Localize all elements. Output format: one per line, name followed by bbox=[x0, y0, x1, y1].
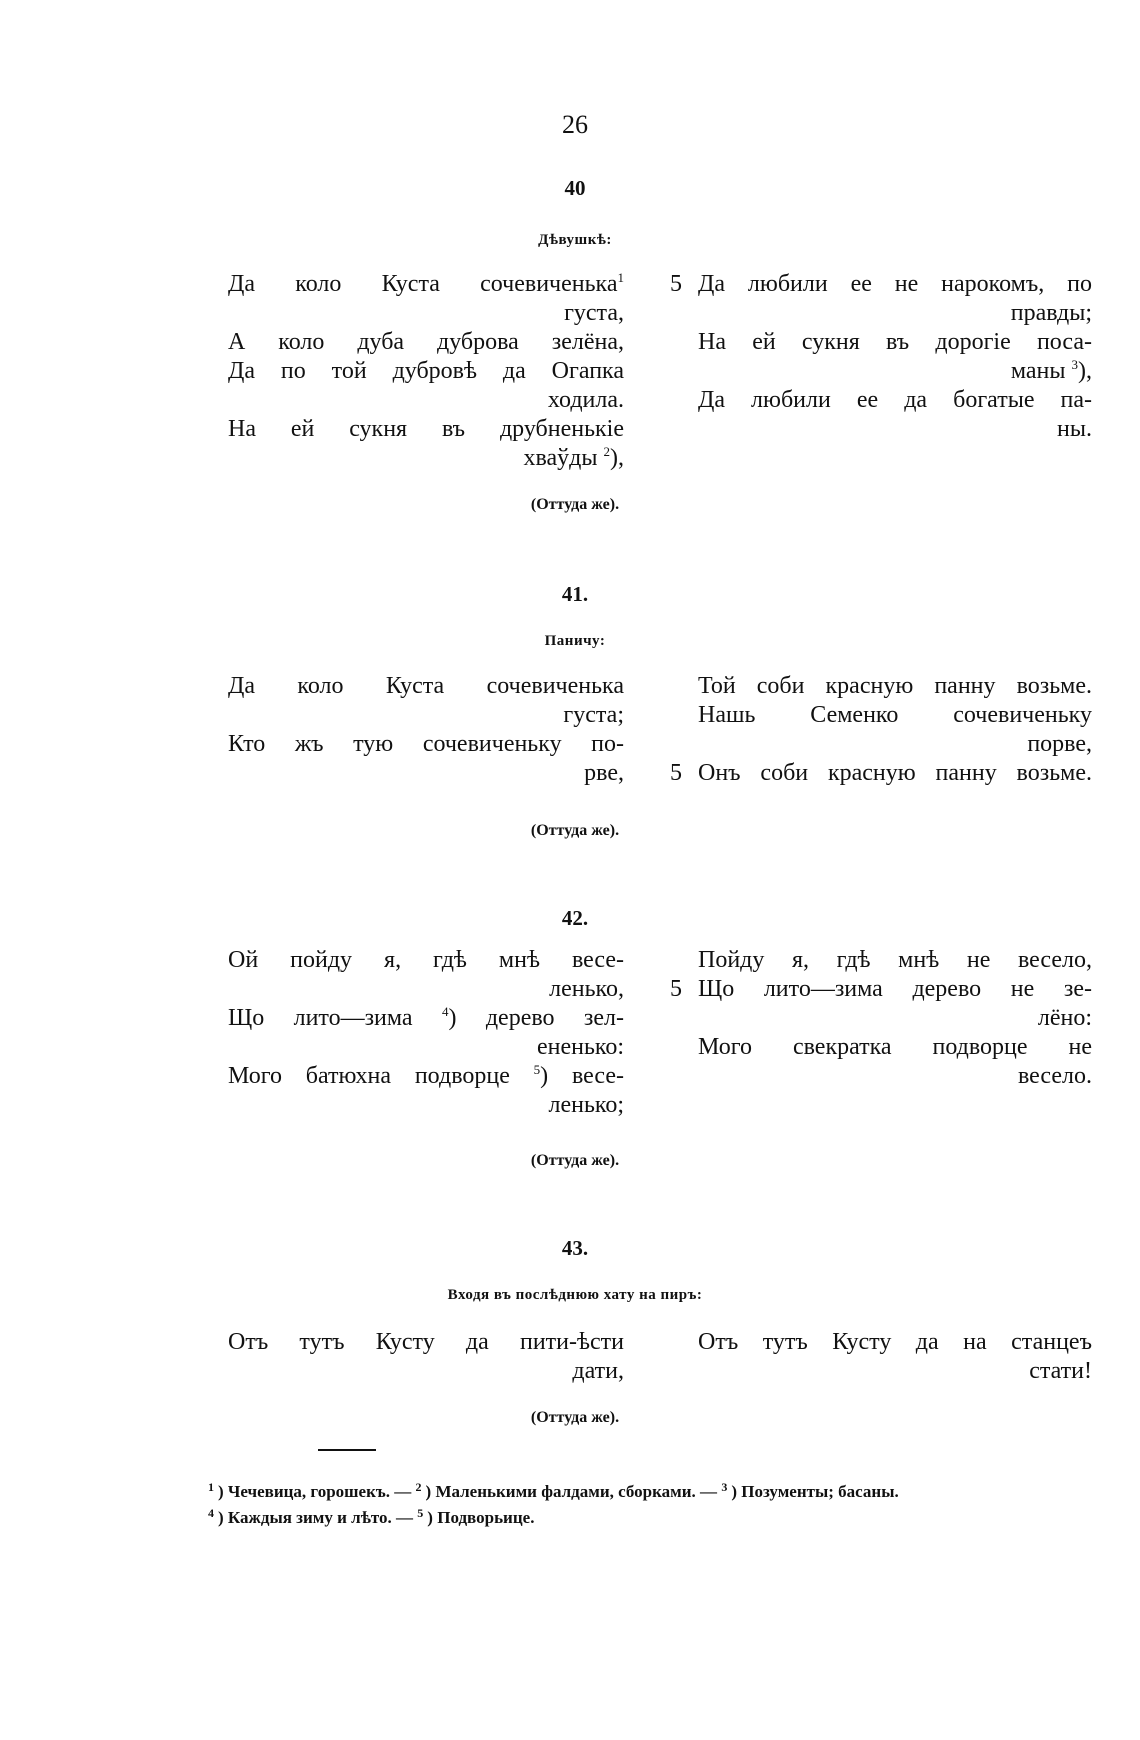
verse-line: ененько: bbox=[536, 1034, 624, 1060]
verse-line: Отъ тутъ Кусту да на станцеъ bbox=[698, 1329, 1092, 1355]
page-number: 26 bbox=[562, 110, 588, 139]
song-number: 43. bbox=[561, 1236, 589, 1260]
song-right-column bbox=[670, 270, 1092, 444]
footnote: Подворьице. bbox=[437, 1508, 535, 1527]
source-note: (Оттуда же). bbox=[530, 822, 620, 839]
song-number: 40 bbox=[564, 176, 586, 200]
verse-line: На ей сукня въ дорогіе поса- bbox=[698, 329, 1092, 355]
verse-line: ходила. bbox=[547, 387, 624, 413]
song-left-column bbox=[228, 672, 624, 788]
verse-line: лёно: bbox=[1037, 1005, 1092, 1031]
verse-line: Ой пойду я, гдѣ мнѣ весе- bbox=[228, 947, 624, 973]
verse-line: ленько; bbox=[548, 1092, 624, 1118]
verse-line: Що лито—зима $^4$) дерево зел- bbox=[228, 1004, 624, 1031]
verse-line: Пойду я, гдѣ мнѣ не весело, bbox=[698, 947, 1092, 973]
line-number: 5 bbox=[670, 760, 682, 786]
verse-line: Да любили ее да богатые па- bbox=[698, 387, 1092, 413]
song-heading: Паничу: bbox=[544, 633, 606, 649]
song-number: 41. bbox=[561, 582, 589, 606]
source-note: (Оттуда же). bbox=[530, 496, 620, 513]
line-number: 5 bbox=[670, 976, 682, 1002]
song-left-column bbox=[228, 270, 624, 473]
verse-line: Да по той дубровѣ да Огапка bbox=[228, 358, 624, 384]
verse-line: маны $^3$), bbox=[1010, 357, 1092, 384]
footnote: Чечевица, горошекъ. — bbox=[227, 1482, 412, 1501]
verse-line: Кто жъ тую сочевиченьку по- bbox=[228, 731, 624, 757]
verse-line: дати, bbox=[572, 1358, 624, 1384]
verse-line: На ей сукня въ друбненькіе bbox=[228, 416, 624, 442]
song-right-column bbox=[670, 946, 1092, 1091]
verse-line: ленько, bbox=[549, 976, 624, 1002]
verse-line: 5 Да любили ее не нарокомъ, по bbox=[670, 271, 1092, 297]
verse-line: Нашь Семенко сочевиченьку bbox=[698, 702, 1092, 728]
song-heading: Входя въ послѣднюю хату на пиръ: bbox=[447, 1287, 703, 1303]
song-number: 42. bbox=[561, 906, 589, 930]
verse-line: Да коло Куста сочевиченька bbox=[228, 673, 624, 699]
song-left-column bbox=[228, 946, 624, 1120]
footnote-line: $^1$ ) Чечевица, горошекъ. — $^2$ ) Маленькими фалдами, сборками. — $^3$ ) Позументы; басаны. bbox=[208, 1480, 899, 1501]
verse-line: густа, bbox=[564, 300, 624, 326]
verse-line: 5 Онъ соби красную панну возьме. bbox=[670, 760, 1092, 786]
verse-line: густа; bbox=[563, 702, 624, 728]
verse-line: Той соби красную панну возьме. bbox=[698, 673, 1092, 699]
footnote: Маленькими фалдами, сборками. — bbox=[435, 1482, 718, 1501]
verse-line: ны. bbox=[1057, 416, 1092, 442]
verse-line: Да коло Куста сочевиченька$^1$ bbox=[228, 270, 624, 297]
footnote: Позументы; басаны. bbox=[741, 1482, 899, 1501]
song-heading: Дѣвушкѣ: bbox=[538, 232, 612, 248]
verse-line: хваўды $^2$), bbox=[523, 444, 624, 471]
verse-line: Мого батюхна подворце $^5$) весе- bbox=[228, 1062, 625, 1089]
verse-line: весело. bbox=[1017, 1063, 1092, 1089]
verse-line: А коло дуба дуброва зелёна, bbox=[228, 329, 624, 355]
verse-line: рве, bbox=[584, 760, 624, 786]
song-left-column bbox=[228, 1328, 624, 1386]
source-note: (Оттуда же). bbox=[530, 1409, 620, 1426]
footnote: Каждыя зиму и лѣто. — bbox=[227, 1508, 414, 1527]
line-number: 5 bbox=[670, 271, 682, 297]
verse-line: правды; bbox=[1010, 300, 1092, 326]
verse-line: Отъ тутъ Кусту да пити-ѣсти bbox=[228, 1329, 624, 1355]
footnote-line: $^4$ ) Каждыя зиму и лѣто. — $^5$ ) Подворьице. bbox=[208, 1506, 535, 1527]
song-right-column bbox=[698, 1328, 1092, 1386]
verse-line: 5 Що лито—зима дерево не зе- bbox=[670, 976, 1092, 1002]
verse-line: стати! bbox=[1029, 1358, 1092, 1384]
source-note: (Оттуда же). bbox=[530, 1152, 620, 1169]
verse-line: порве, bbox=[1027, 731, 1092, 757]
verse-line: Мого свекратка подворце не bbox=[698, 1034, 1092, 1060]
footnote-divider bbox=[318, 1449, 376, 1451]
song-right-column bbox=[670, 672, 1092, 788]
